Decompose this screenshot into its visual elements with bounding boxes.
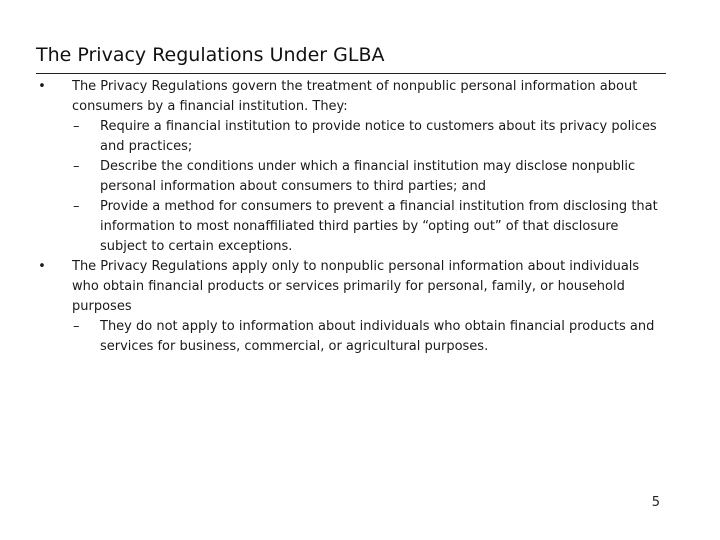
sub-bullet-text: Require a financial institution to provide notice to customers about its privacy polices and practices;: [100, 119, 657, 154]
page-number: 5: [651, 495, 660, 510]
bullet-text: The Privacy Regulations apply only to nonpublic personal information about individuals who obtain financial products or services primarily for personal, family, or household purposes: [72, 259, 640, 314]
title-divider: [36, 73, 666, 74]
sub-bullet-text: Provide a method for consumers to prevent a financial institution from disclosing that information to most nonaffiliated third parties by “opting out” of that disclosure subject to certain exceptions.: [100, 199, 658, 254]
bullet-item: [36, 257, 666, 317]
bullet-item: [36, 77, 666, 117]
dash-marker: –: [73, 159, 80, 174]
bullet-text: The Privacy Regulations govern the treatment of nonpublic personal information about consumers by a financial institution. They:: [72, 79, 638, 114]
sub-bullet-text: They do not apply to information about individuals who obtain financial products and services for business, commercial, or agricultural purposes.: [100, 319, 655, 354]
sub-bullet-item: [36, 157, 666, 197]
dash-marker: –: [73, 199, 80, 214]
sub-bullet-text: Describe the conditions under which a financial institution may disclose nonpublic personal information about consumers to third parties; and: [100, 159, 636, 194]
bullet-marker: •: [38, 79, 46, 94]
sub-bullet-item: [36, 117, 666, 157]
sub-bullet-item: [36, 197, 666, 257]
sub-bullet-item: [36, 317, 666, 357]
dash-marker: –: [73, 319, 80, 334]
slide-body: [36, 77, 666, 357]
dash-marker: –: [73, 119, 80, 134]
slide-title: The Privacy Regulations Under GLBA: [36, 44, 385, 66]
bullet-marker: •: [38, 259, 46, 274]
